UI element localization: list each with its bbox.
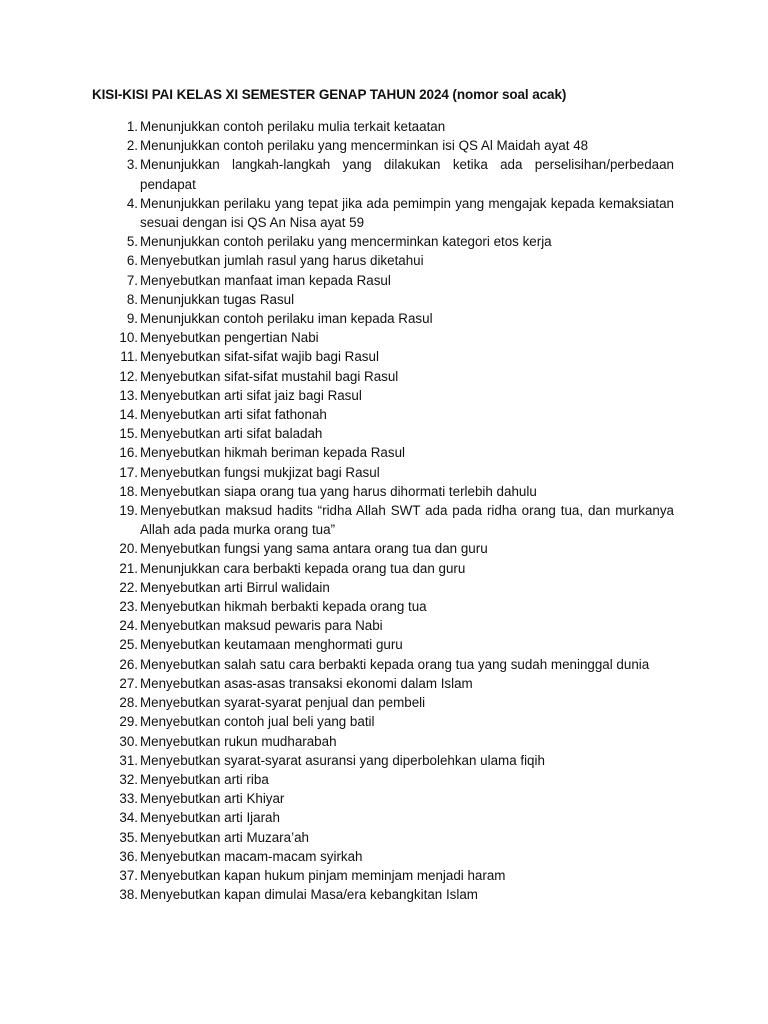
list-item-text: Menyebutkan arti riba [140, 771, 269, 787]
list-item-text: Menyebutkan arti sifat baladah [140, 426, 323, 442]
list-item [92, 597, 674, 616]
list-item [92, 251, 674, 270]
list-item-text: Menyebutkan hikmah berbakti kepada orang tua [140, 599, 427, 615]
list-item-text: Menunjukkan langkah-langkah yang dilakukan ketika ada perselisihan/perbedaan pendapat [140, 157, 674, 192]
list-item-text: Menyebutkan salah satu cara berbakti kepada orang tua yang sudah meninggal dunia [140, 656, 650, 672]
list-item-text: Menunjukkan contoh perilaku yang mencerminkan isi QS Al Maidah ayat 48 [140, 138, 589, 154]
list-item [92, 155, 674, 193]
list-item-number: 2. [126, 138, 138, 154]
list-item [92, 136, 674, 155]
list-item-number: 26. [119, 656, 138, 672]
list-item [92, 367, 674, 386]
list-item [92, 751, 674, 770]
list-item [92, 424, 674, 443]
list-item-number: 8. [126, 291, 138, 307]
list-item-number: 18. [119, 483, 138, 499]
list-item-number: 37. [119, 867, 138, 883]
list-item-text: Menyebutkan maksud pewaris para Nabi [140, 618, 383, 634]
list-item-number: 29. [119, 714, 138, 730]
list-item-number: 35. [119, 829, 138, 845]
list-item-number: 32. [119, 771, 138, 787]
list-item [92, 539, 674, 558]
list-item-text: Menyebutkan contoh jual beli yang batil [140, 714, 375, 730]
list-item-number: 9. [126, 311, 138, 327]
list-item-text: Menunjukkan perilaku yang tepat jika ada pemimpin yang mengajak kepada kemaksiatan sesuai dengan isi QS An Nisa ayat 59 [140, 195, 674, 231]
list-item [92, 501, 674, 539]
list-item-number: 38. [119, 887, 138, 903]
list-item-text: Menyebutkan arti Muzara’ah [140, 829, 309, 845]
list-item-text: Menyebutkan arti sifat jaiz bagi Rasul [140, 387, 362, 403]
list-item-text: Menyebutkan arti Khiyar [140, 791, 285, 807]
list-item-text: Menyebutkan rukun mudharabah [140, 733, 337, 749]
list-item-text: Menyebutkan manfaat iman kepada Rasul [140, 272, 391, 288]
list-item-number: 27. [119, 675, 138, 691]
list-item-text: Menyebutkan arti sifat fathonah [140, 407, 327, 423]
document-title: KISI-KISI PAI KELAS XI SEMESTER GENAP TAHUN 2024 (nomor soal acak) [92, 87, 567, 102]
list-item [92, 712, 674, 731]
list-item-text: Menunjukkan contoh perilaku iman kepada Rasul [140, 311, 433, 327]
list-item [92, 655, 674, 674]
list-item-text: Menyebutkan asas-asas transaksi ekonomi dalam Islam [140, 675, 473, 691]
list-item-number: 20. [119, 541, 138, 557]
list-item [92, 232, 674, 251]
list-item-text: Menyebutkan sifat-sifat wajib bagi Rasul [140, 349, 379, 365]
list-item-number: 5. [126, 234, 138, 250]
list-item-text: Menunjukkan cara berbakti kepada orang tua dan guru [140, 560, 466, 576]
list-item-text: Menyebutkan hikmah beriman kepada Rasul [140, 445, 405, 461]
list-item [92, 309, 674, 328]
list-item-text: Menyebutkan arti Birrul walidain [140, 579, 330, 595]
list-item [92, 328, 674, 347]
list-item [92, 386, 674, 405]
list-item-text: Menyebutkan macam-macam syirkah [140, 848, 363, 864]
list-item [92, 616, 674, 635]
list-item-number: 17. [119, 464, 138, 480]
list-item-text: Menyebutkan pengertian Nabi [140, 330, 319, 346]
list-item-number: 24. [119, 618, 138, 634]
list-item-text: Menyebutkan kapan hukum pinjam meminjam menjadi haram [140, 867, 506, 883]
list-item-text: Menunjukkan tugas Rasul [140, 291, 295, 307]
list-item-text: Menyebutkan kapan dimulai Masa/era kebangkitan Islam [140, 887, 478, 903]
list-item [92, 290, 674, 309]
list-item [92, 847, 674, 866]
list-item-text: Menyebutkan jumlah rasul yang harus diketahui [140, 253, 424, 269]
list-item-number: 25. [119, 637, 138, 653]
list-item [92, 770, 674, 789]
list-item-text: Menyebutkan fungsi mukjizat bagi Rasul [140, 464, 380, 480]
list-item-number: 34. [119, 810, 138, 826]
list-item-number: 1. [126, 119, 138, 134]
list-item-number: 36. [119, 848, 138, 864]
list-item [92, 271, 674, 290]
list-item [92, 347, 674, 366]
list-item [92, 789, 674, 808]
list-item [92, 463, 674, 482]
list-item [92, 559, 674, 578]
list-item-number: 6. [126, 253, 138, 269]
list-item [92, 732, 674, 751]
list-item-number: 19. [119, 503, 138, 519]
list-item-number: 7. [126, 272, 138, 288]
list-item-number: 15. [119, 426, 138, 442]
list-item [92, 405, 674, 424]
list-item-number: 21. [119, 560, 138, 576]
list-item-text: Menunjukkan contoh perilaku yang mencerminkan kategori etos kerja [140, 234, 552, 250]
list-item-text: Menyebutkan maksud hadits “ridha Allah SWT ada pada ridha orang tua, dan murkanya Allah ada pada murka orang tua” [140, 503, 674, 538]
list-item-text: Menunjukkan contoh perilaku mulia terkait ketaatan [140, 119, 446, 134]
list-item [92, 866, 674, 885]
list-item [92, 808, 674, 827]
list-item [92, 885, 674, 904]
list-item-number: 13. [119, 387, 138, 403]
list-item-number: 31. [119, 752, 138, 768]
list-item-number: 10. [119, 330, 138, 346]
item-list [92, 117, 674, 904]
list-item [92, 693, 674, 712]
list-item-number: 23. [119, 599, 138, 615]
list-item [92, 117, 674, 136]
list-item-number: 28. [119, 695, 138, 711]
list-item [92, 194, 674, 232]
list-item-text: Menyebutkan siapa orang tua yang harus dihormati terlebih dahulu [140, 483, 537, 499]
list-item-text: Menyebutkan keutamaan menghormati guru [140, 637, 403, 653]
list-item-number: 16. [119, 445, 138, 461]
list-item [92, 828, 674, 847]
list-item-number: 12. [119, 368, 138, 384]
list-item [92, 674, 674, 693]
list-item-text: Menyebutkan arti Ijarah [140, 810, 280, 826]
list-item [92, 443, 674, 462]
list-item [92, 635, 674, 654]
list-item-number: 22. [119, 579, 138, 595]
list-item-text: Menyebutkan fungsi yang sama antara orang tua dan guru [140, 541, 488, 557]
list-item [92, 482, 674, 501]
list-item-number: 30. [119, 733, 138, 749]
list-item [92, 578, 674, 597]
list-item-text: Menyebutkan syarat-syarat asuransi yang diperbolehkan ulama fiqih [140, 752, 545, 768]
list-item-number: 14. [119, 407, 138, 423]
list-item-number: 33. [119, 791, 138, 807]
list-item-number: 3. [126, 157, 138, 173]
list-item-number: 4. [126, 195, 138, 211]
list-item-text: Menyebutkan sifat-sifat mustahil bagi Rasul [140, 368, 399, 384]
list-item-number: 11. [120, 349, 138, 365]
list-item-text: Menyebutkan syarat-syarat penjual dan pembeli [140, 695, 426, 711]
